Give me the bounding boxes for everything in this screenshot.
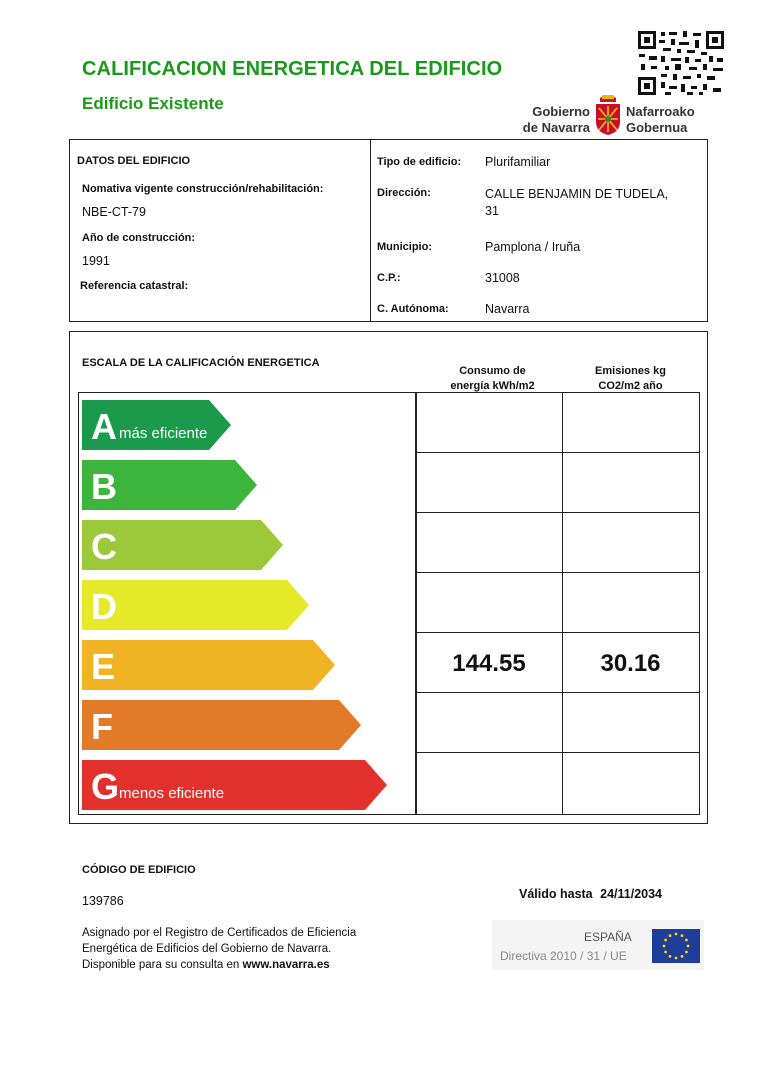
class-letter-c: C xyxy=(91,526,117,567)
consumo-cell-d xyxy=(416,572,563,633)
valido-label: Válido hasta xyxy=(519,887,593,901)
anio-value: 1991 xyxy=(82,254,110,268)
class-letter-f: F xyxy=(91,706,113,747)
document-title: CALIFICACION ENERGETICA DEL EDIFICIO xyxy=(82,58,503,80)
municipio-label: Municipio: xyxy=(377,241,432,253)
class-note-a: más eficiente xyxy=(119,425,208,442)
emisiones-cell-d xyxy=(562,572,700,633)
emisiones-value: 30.16 xyxy=(600,650,661,677)
emisiones-cell-c xyxy=(562,512,700,573)
registro-text xyxy=(82,925,356,973)
consumo-cell-f xyxy=(416,692,563,753)
registro-line-3-text: Disponible para su consulta en xyxy=(82,959,240,971)
emisiones-header-line-1: Emisiones kg xyxy=(595,365,666,377)
document-subtitle: Edificio Existente xyxy=(82,94,224,113)
consumo-cell-g xyxy=(416,752,563,815)
consumo-cell-b xyxy=(416,452,563,513)
energy-scale-title: ESCALA DE LA CALIFICACIÓN ENERGETICA xyxy=(82,357,320,369)
navarra-link[interactable]: www.navarra.es xyxy=(242,959,330,971)
direccion-value-line-1: CALLE BENJAMIN DE TUDELA, xyxy=(485,187,669,201)
gov-left-line-1: Gobierno xyxy=(532,104,590,119)
eu-directive: Directiva 2010 / 31 / UE xyxy=(500,949,627,963)
cp-value: 31008 xyxy=(485,271,520,285)
registro-line-2: Energética de Edificios del Gobierno de Navarra. xyxy=(82,943,332,955)
class-arrow-e xyxy=(82,640,335,690)
qr-code-icon xyxy=(637,30,725,96)
eu-directive-badge xyxy=(492,920,704,970)
eu-flag-icon xyxy=(652,929,700,963)
building-data-box xyxy=(69,139,708,322)
registro-line-3 xyxy=(82,957,356,973)
anio-label: Año de construcción: xyxy=(82,232,196,244)
class-letter-a: A xyxy=(91,406,117,447)
direccion-value-line-2: 31 xyxy=(485,204,499,218)
referencia-label: Referencia catastral: xyxy=(80,280,189,292)
class-letter-b: B xyxy=(91,466,117,507)
class-letter-e: E xyxy=(91,646,116,687)
valido-block xyxy=(519,887,662,901)
emisiones-header-line-2: CO2/m2 año xyxy=(598,380,663,392)
municipio-value: Pamplona / Iruña xyxy=(485,240,581,254)
consumo-value: 144.55 xyxy=(452,650,526,677)
direccion-label: Dirección: xyxy=(377,187,431,199)
consumo-cell-c xyxy=(416,512,563,573)
divider xyxy=(370,140,371,321)
tipo-label: Tipo de edificio: xyxy=(377,156,462,168)
emisiones-cell-b xyxy=(562,452,700,513)
autonoma-label: C. Autónoma: xyxy=(377,303,449,315)
class-letter-d: D xyxy=(91,586,117,627)
codigo-value: 139786 xyxy=(82,894,124,908)
consumo-cell-a xyxy=(416,392,563,453)
cp-label: C.P.: xyxy=(377,272,401,284)
emisiones-cell-a xyxy=(562,392,700,453)
registro-line-1: Asignado por el Registro de Certificados de Eficiencia xyxy=(82,927,357,939)
emisiones-cell-g xyxy=(562,752,700,815)
codigo-label: CÓDIGO DE EDIFICIO xyxy=(82,864,196,876)
normativa-value: NBE-CT-79 xyxy=(82,205,146,219)
autonoma-value: Navarra xyxy=(485,302,530,316)
consumo-header-line-2: energía kWh/m2 xyxy=(450,380,535,392)
class-arrow-f xyxy=(82,700,361,750)
emisiones-cell-f xyxy=(562,692,700,753)
tipo-value: Plurifamiliar xyxy=(485,155,551,169)
class-note-g: menos eficiente xyxy=(119,785,225,802)
building-data-title: DATOS DEL EDIFICIO xyxy=(77,155,191,167)
arrow-panel xyxy=(78,392,416,815)
class-letter-g: G xyxy=(91,766,120,807)
gobierno-navarra-logo xyxy=(514,94,714,138)
energy-class-arrows xyxy=(79,393,415,814)
eu-country: ESPAÑA xyxy=(584,930,632,944)
gov-left-line-2: de Navarra xyxy=(522,120,590,135)
consumo-header xyxy=(415,364,570,394)
emisiones-header xyxy=(562,364,699,394)
normativa-label: Nomativa vigente construcción/rehabilitación: xyxy=(82,183,324,195)
gov-right-line-1: Nafarroako xyxy=(626,104,695,119)
consumo-header-line-1: Consumo de xyxy=(459,365,526,377)
valido-value: 24/11/2034 xyxy=(600,887,662,901)
gov-right-line-2: Gobernua xyxy=(626,120,688,135)
navarra-shield-icon xyxy=(594,94,622,136)
